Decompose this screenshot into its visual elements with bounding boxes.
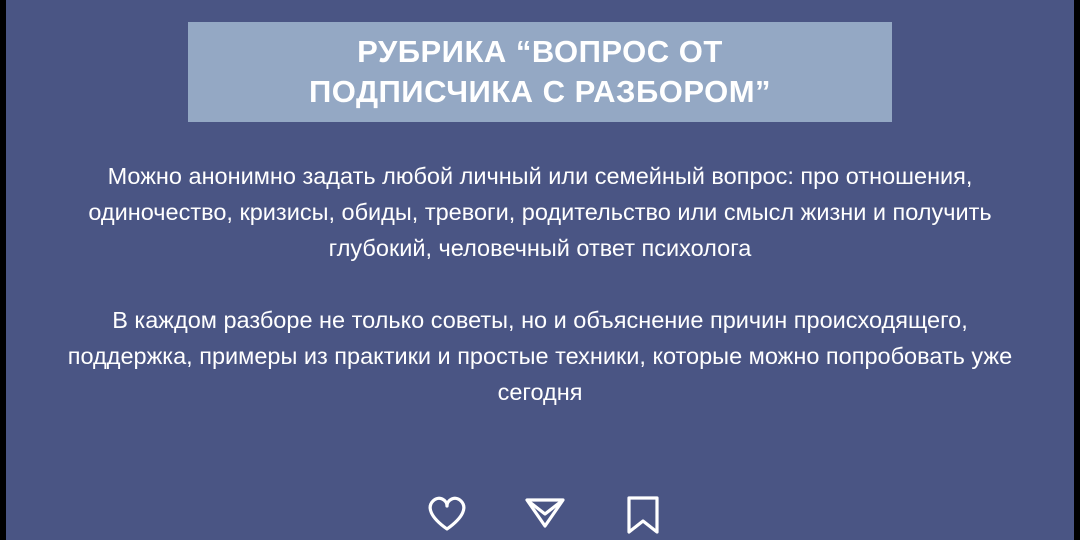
title-banner	[188, 22, 892, 122]
paragraph-1: Можно анонимно задать любой личный или семейный вопрос: про отношения, одиночество, кризисы, обиды, тревоги, родительство или смысл жизни и получить глубокий, человечный ответ психолога	[88, 163, 992, 261]
heart-icon[interactable]	[424, 488, 470, 534]
bookmark-icon[interactable]	[620, 488, 666, 534]
title-line-1: РУБРИКА “ВОПРОС ОТ	[357, 34, 723, 69]
body-text-block	[60, 158, 1020, 410]
social-action-icons	[0, 488, 1080, 540]
title-line-2: ПОДПИСЧИКА С РАЗБОРОМ”	[308, 74, 772, 109]
right-letterbox-bar	[1074, 0, 1080, 540]
send-icon[interactable]	[522, 488, 568, 534]
paragraph-2: В каждом разборе не только советы, но и объяснение причин происходящего, поддержка, примеры из практики и простые техники, которые можно попробовать уже сегодня	[67, 307, 1013, 405]
left-letterbox-bar	[0, 0, 6, 540]
